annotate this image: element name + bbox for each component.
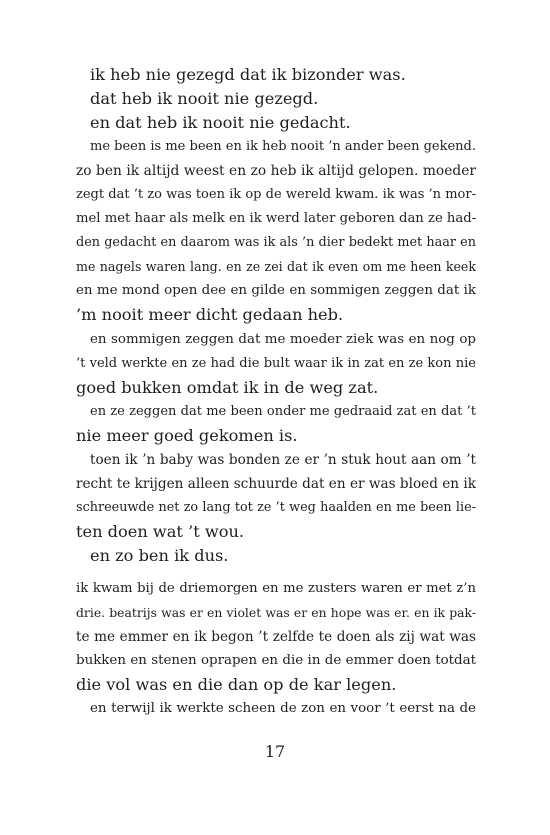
text-line: schreeuwde net zo lang tot ze ’t weg haalden en me been lie- [76, 499, 476, 515]
text-line: ik heb nie gezegd dat ik bizonder was. [90, 65, 406, 84]
text-block-2 [76, 577, 476, 721]
text-line: en sommigen zeggen dat me moeder ziek was en nog op [90, 331, 476, 347]
text-line: ’m nooit meer dicht gedaan heb. [76, 305, 344, 325]
text-line: mel met haar als melk en ik werd later geboren dan ze had- [76, 211, 477, 227]
text-line: zegt dat ’t zo was toen ik op de wereld kwam. ik was ’n mor- [76, 187, 476, 203]
text-line: en zo ben ik dus. [90, 545, 229, 565]
text-line: me nagels waren lang. en ze zei dat ik even om me heen keek [76, 259, 476, 275]
text-line: die vol was en die dan op de kar legen. [76, 675, 397, 695]
text-line: zo ben ik altijd weest en zo heb ik altijd gelopen. moeder [76, 163, 476, 180]
text-line: ’t veld werkte en ze had die bult waar ik in zat en ze kon nie [76, 355, 476, 371]
text-line: nie meer goed gekomen is. [76, 425, 298, 445]
text-line: te me emmer en ik begon ’t zelfde te doen als zij wat was [76, 629, 476, 646]
text-line: en me mond open dee en gilde en sommigen zeggen dat ik [76, 283, 476, 299]
text-line: dat heb ik nooit nie gezegd. [90, 89, 319, 109]
text-line: en dat heb ik nooit nie gedacht. [90, 113, 351, 133]
page-number: 17 [264, 742, 286, 761]
text-line: ik kwam bij de driemorgen en me zusters waren er met z’n [76, 581, 476, 596]
text-line: toen ik ’n baby was bonden ze er ’n stuk hout aan om ’t [90, 451, 476, 468]
text-line: en ze zeggen dat me been onder me gedraaid zat en dat ’t [90, 403, 476, 419]
text-line: me been is me been en ik heb nooit ’n ander been gekend. [90, 139, 476, 155]
text-line: bukken en stenen oprapen en die in de emmer doen totdat [76, 653, 476, 669]
text-line: drie. beatrijs was er en violet was er en hope was er. en ik pak- [76, 605, 476, 621]
text-line: ten doen wat ’t wou. [76, 521, 245, 541]
text-block-1 [76, 63, 476, 568]
text-line: den gedacht en daarom was ik als ’n dier bedekt met haar en [76, 235, 476, 251]
text-line: goed bukken omdat ik in de weg zat. [76, 377, 379, 397]
text-line: en terwijl ik werkte scheen de zon en voor ’t eerst na de [90, 701, 476, 717]
text-line: recht te krijgen alleen schuurde dat en er was bloed en ik [76, 475, 476, 492]
